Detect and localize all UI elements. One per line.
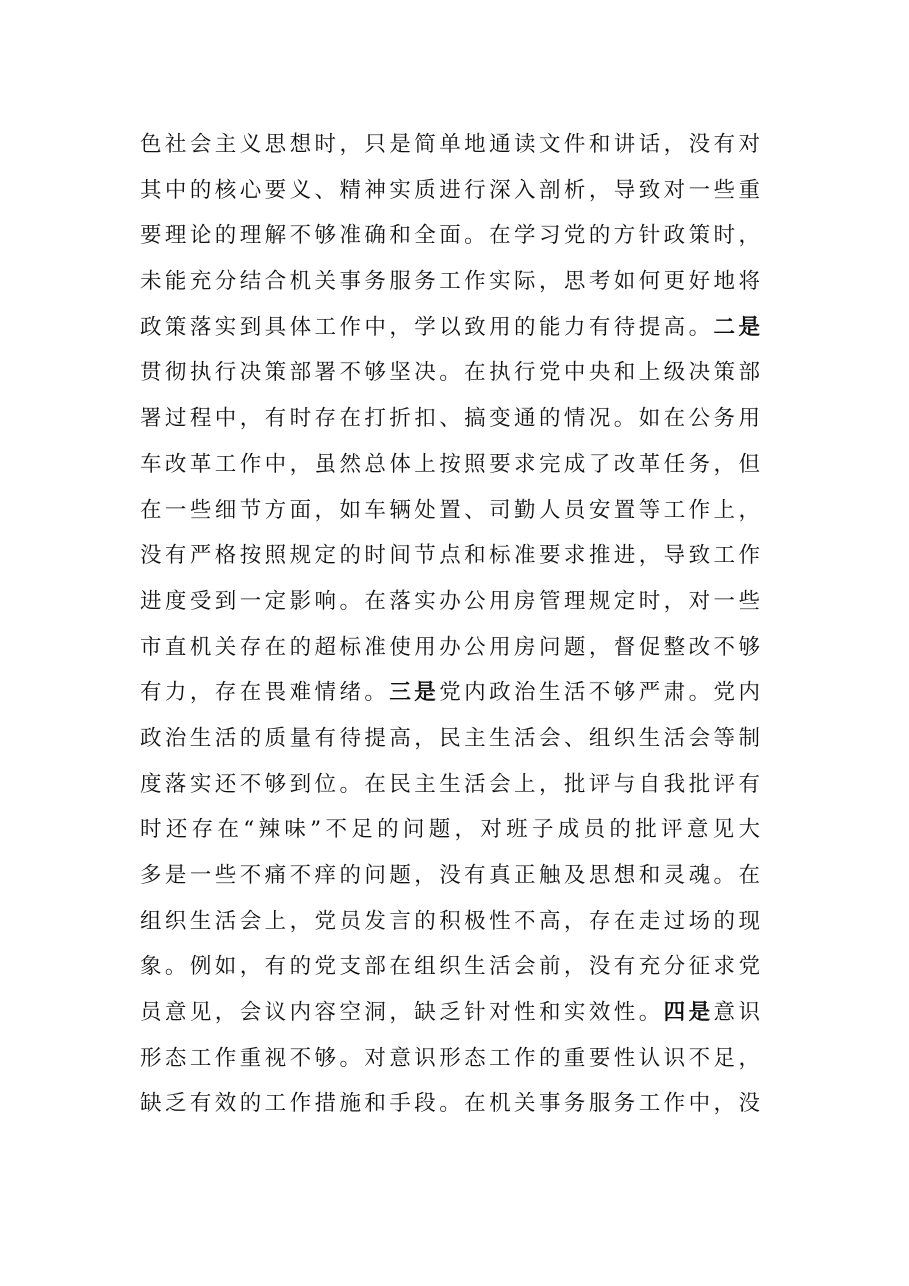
bold-marker: 二是 bbox=[713, 314, 760, 340]
text-line bbox=[140, 579, 760, 625]
text-line bbox=[140, 122, 760, 168]
body-text bbox=[140, 122, 760, 1127]
bold-marker: 三是 bbox=[389, 680, 440, 706]
text-segment: 象。例如，有的党支部在组织生活会前，没有充分征求党 bbox=[140, 954, 760, 980]
text-segment: 党内政治生活不够严肃。党内 bbox=[439, 680, 760, 706]
text-segment: 未能充分结合机关事务服务工作实际，思考如何更好地将 bbox=[140, 269, 760, 295]
text-segment: 多是一些不痛不痒的问题，没有真正触及思想和灵魂。在 bbox=[140, 863, 760, 888]
text-segment: 意识 bbox=[713, 1000, 760, 1026]
text-segment: 没有严格按照规定的时间节点和标准要求推进，导致工作 bbox=[140, 543, 760, 569]
text-line bbox=[140, 670, 760, 716]
text-segment: 贯彻执行决策部署不够坚决。在执行党中央和上级决策部 bbox=[140, 360, 760, 386]
bold-marker: 四是 bbox=[663, 1000, 714, 1026]
text-segment: 缺乏有效的工作措施和手段。在机关事务服务工作中，没 bbox=[140, 1091, 760, 1117]
text-line bbox=[140, 762, 760, 808]
text-segment: 政治生活的质量有待提高，民主生活会、组织生活会等制 bbox=[140, 725, 760, 751]
text-segment: 组织生活会上，党员发言的积极性不高，存在走过场的现 bbox=[140, 908, 760, 934]
text-line bbox=[140, 899, 760, 945]
text-line bbox=[140, 990, 760, 1036]
text-line bbox=[140, 213, 760, 259]
text-segment: 其中的核心要义、精神实质进行深入剖析，导致对一些重 bbox=[140, 177, 760, 203]
text-segment: 度落实还不够到位。在民主生活会上，批评与自我批评有 bbox=[140, 771, 760, 797]
text-line bbox=[140, 625, 760, 671]
text-line bbox=[140, 533, 760, 579]
text-line bbox=[140, 807, 760, 853]
text-segment: 政策落实到具体工作中，学以致用的能力有待提高。 bbox=[140, 314, 714, 340]
text-segment: 色社会主义思想时，只是简单地通读文件和讲话，没有对 bbox=[140, 132, 760, 157]
text-line bbox=[140, 305, 760, 351]
text-line bbox=[140, 716, 760, 762]
text-line bbox=[140, 350, 760, 396]
text-segment: 员意见，会议内容空洞，缺乏针对性和实效性。 bbox=[140, 1000, 664, 1026]
text-segment: 署过程中，有时存在打折扣、搞变通的情况。如在公务用 bbox=[140, 406, 760, 432]
text-segment: 有力，存在畏难情绪。 bbox=[140, 680, 390, 706]
text-segment: 要理论的理解不够准确和全面。在学习党的方针政策时， bbox=[140, 223, 760, 249]
text-segment: 市直机关存在的超标准使用办公用房问题，督促整改不够 bbox=[140, 634, 760, 660]
text-segment: 车改革工作中，虽然总体上按照要求完成了改革任务，但 bbox=[140, 451, 760, 477]
text-segment: 时还存在“辣味”不足的问题，对班子成员的批评意见大 bbox=[140, 817, 760, 843]
text-segment: 在一些细节方面，如车辆处置、司勤人员安置等工作上， bbox=[140, 497, 760, 523]
text-line bbox=[140, 1081, 760, 1127]
text-line bbox=[140, 488, 760, 534]
text-segment: 进度受到一定影响。在落实办公用房管理规定时，对一些 bbox=[140, 588, 760, 614]
text-line bbox=[140, 442, 760, 488]
text-line bbox=[140, 168, 760, 214]
text-line bbox=[140, 259, 760, 305]
text-line bbox=[140, 1036, 760, 1082]
text-line bbox=[140, 944, 760, 990]
text-line bbox=[140, 396, 760, 442]
text-line bbox=[140, 853, 760, 899]
text-segment: 形态工作重视不够。对意识形态工作的重要性认识不足， bbox=[140, 1045, 760, 1071]
